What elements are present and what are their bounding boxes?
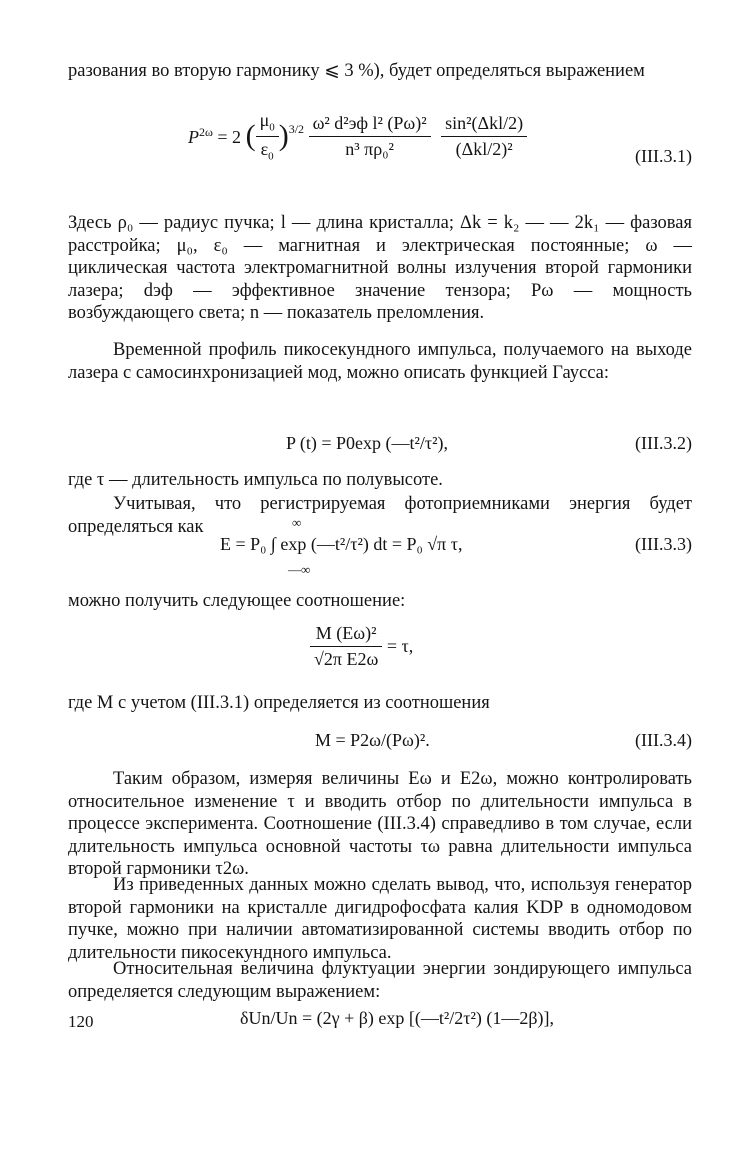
- paragraph-fluctuation: Относительная величина флуктуации энергии зондирующего импульса определяется следующим выражением:: [68, 959, 692, 1002]
- equation-number-3-1: (III.3.1): [635, 146, 692, 166]
- equation-3-2: P (t) = P0exp (—t²/τ²),: [286, 433, 448, 453]
- page-number: 120: [68, 1012, 94, 1031]
- paragraph-measure: Таким образом, измеряя величины Eω и E2ω, можно контролировать относительное изменение τ и вводить отбор по длительности импульса в процессе эксперимента. Соотношение (III.3.4) справедливо в том случае, если длительность импульса основной частоты τω равна длительности импульса второй гармоники τ2ω.: [68, 769, 692, 880]
- equation-number-3-4: (III.3.4): [635, 730, 692, 750]
- equation-number-3-2: (III.3.2): [635, 433, 692, 453]
- paragraph-gauss: Временной профиль пикосекундного импульса, получаемого на выходе лазера с самосинхронизацией мод, можно описать функцией Гаусса:: [68, 340, 692, 383]
- paragraph-m-def: где M с учетом (III.3.1) определяется из соотношения: [68, 693, 490, 713]
- equation-3-4: M = P2ω/(Pω)².: [315, 730, 430, 750]
- paragraph-relation: можно получить следующее соотношение:: [68, 591, 406, 611]
- equation-fluctuation: δUn/Un = (2γ + β) exp [(—t²/2τ²) (1—2β)],: [240, 1008, 555, 1028]
- paragraph-conclusion: Из приведенных данных можно сделать вывод, что, используя генератор второй гармоники на кристалле дигидрофосфата калия KDP в одномодовом пучке, можно при наличии автоматизированной системы вводить отбор по длительности пикосекундного импульса.: [68, 875, 692, 963]
- paragraph-tau: где τ — длительность импульса по полувысоте.: [68, 470, 443, 490]
- equation-3-1: $P^{2\omega} = 2$ ( $\frac{\mu_0}{\varepsilon_0}$ )$^{3/2}$ $\frac{\text{ω² d²эф l² (Pω)²}}{\text{n³ πρ₀²}}$ $\frac{\text{sin²(Δkl/2)}}{\text{(Δkl/2)²}}$: [188, 110, 527, 162]
- equation-ratio: $\frac{\text{M (Eω)²}}{\text{√2π E2ω}}$ = τ,: [310, 623, 413, 670]
- equation-number-3-3: (III.3.3): [635, 534, 692, 554]
- paragraph-intro: разования во вторую гармонику ⩽ 3 %), будет определяться выражением: [68, 61, 645, 81]
- paragraph-definitions: Здесь ρ₀ — радиус пучка; l — длина кристалла; Δk = k₂ — — 2k₁ — фазовая расстройка; μ₀, ε₀ — магнитная и электрическая постоянные; ω — циклическая частота электромагнитной волны излучения второй гармоники лазера; dэф — эффективное значение тензора; Pω — мощность возбуждающего света; n — показатель преломления.: [68, 213, 692, 324]
- paragraph-energy: Учитывая, что регистрируемая фотоприемниками энергия будет определяться как: [68, 494, 692, 537]
- book-page: разования во вторую гармонику ⩽ 3 %), будет определяться выражением $P^{2\omega} = 2$ ( $\frac{\mu_0}{\varepsilon_0}$ )$^{3/2}$ $\frac{\text{ω² d²эф l² (Pω)²}}{\text{n³ πρ₀²}}$ $\frac{\text{sin²(Δkl/2)}}{\text{(Δkl/2)²}}$ (III.3.1) Здесь ρ₀ — радиус пучка; l — длина кристалла; Δk = k₂ — — 2k₁ — фазовая расстройка; μ₀, ε₀ — магнитная и электрическая постоянные; ω — циклическая частота электромагнитной волны излучения второй гармоники лазера; dэф — эффективное значение тензора; Pω — мощность возбуждающего света; n — показатель преломления. Временной профиль пикосекундного импульса, получаемого на выходе лазера с самосинхронизацией мод, можно описать функцией Гаусса: P (t) = P0exp (—t²/τ²), (III.3.2) где τ — длительность импульса по полувысоте. Учитывая, что регистрируемая фотоприемниками энергия будет определяться как ∞ —∞ E = P₀ ∫ exp (—t²/τ²) dt = P₀ √π τ, (III.3.3) можно получить следующее соотношение: $\frac{\text{M (Eω)²}}{\text{√2π E2ω}}$ = τ, где M с учетом (III.3.1) определяется из соотношения M = P2ω/(Pω)². (III.3.4) Таким образом, измеряя величины Eω и E2ω, можно контролировать относительное изменение τ и вводить отбор по длительности импульса в процессе эксперимента. Соотношение (III.3.4) справедливо в том случае, если длительность импульса основной частоты τω равна длительности импульса второй гармоники τ2ω. Из приведенных данных можно сделать вывод, что, используя генератор второй гармоники на кристалле дигидрофосфата калия KDP в одномодовом пучке, можно при наличии автоматизированной системы вводить отбор по длительности пикосекундного импульса. Относительная величина флуктуации энергии зондирующего импульса определяется следующим выражением: δUn/Un = (2γ + β) exp [(—t²/2τ²) (1—2β)], 120: [68, 61, 692, 1031]
